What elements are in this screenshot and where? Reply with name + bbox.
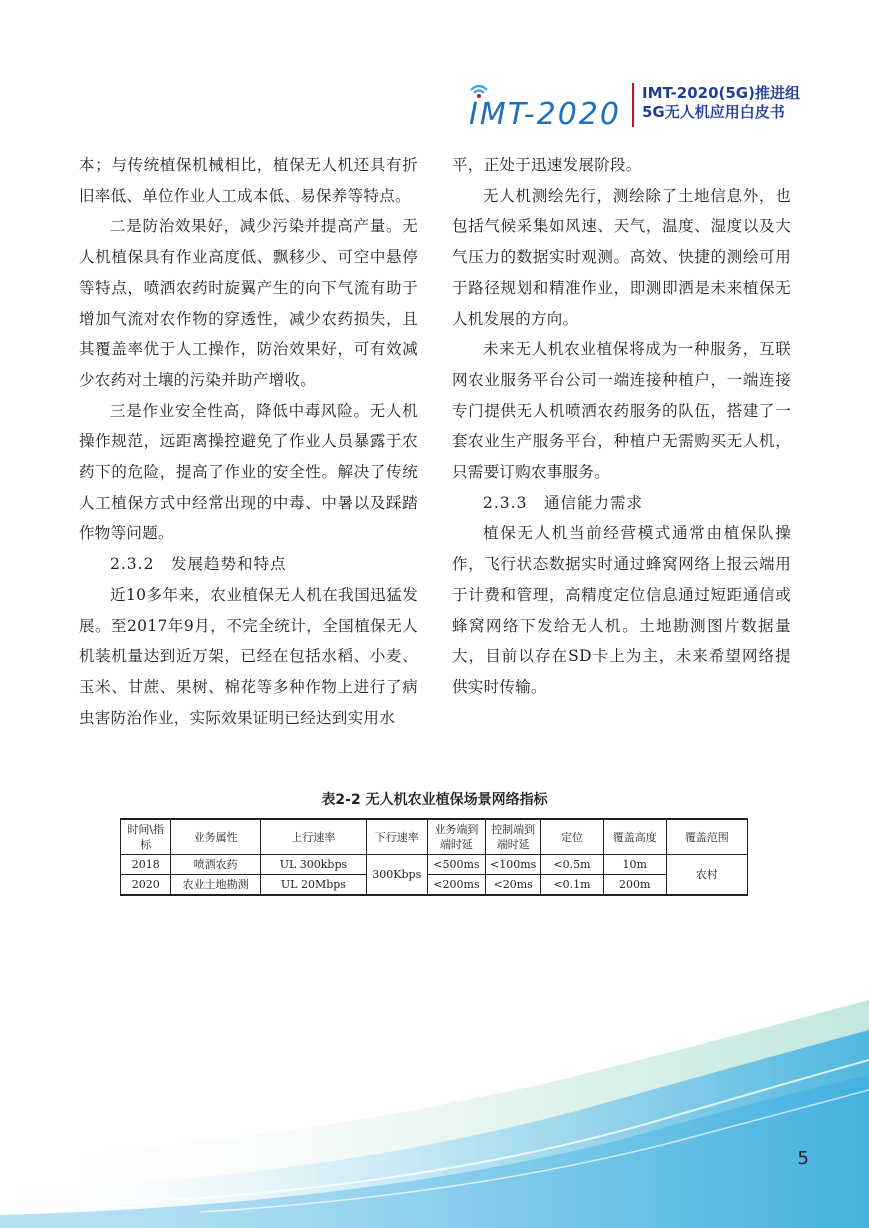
body-paragraph: 本；与传统植保机械相比，植保无人机还具有折旧率低、单位作业人工成本低、易保养等特点。 — [79, 156, 418, 205]
table-cell: 2018 — [121, 855, 171, 875]
network-spec-table — [120, 818, 748, 896]
left-column — [79, 150, 418, 733]
body-paragraph: 三是作业安全性高，降低中毒风险。无人机操作规范，远距离操控避免了作业人员暴露于农药下的危险，提高了作业的安全性。解决了传统人工植保方式中经常出现的中毒、中暑以及踩踏作物等问题。 — [79, 401, 418, 543]
right-column — [452, 150, 791, 703]
table-header-cell: 控制端到端时延 — [486, 819, 541, 855]
table-header-cell: 时间\指标 — [121, 819, 171, 855]
imt2020-logo — [465, 80, 625, 130]
table-cell: 农业土地勘测 — [171, 875, 261, 896]
table-cell: 10m — [603, 855, 666, 875]
table-cell: <20ms — [486, 875, 541, 896]
body-paragraph: 无人机测绘先行，测绘除了土地信息外，也包括气候采集如风速、天气，温度、湿度以及大气压力的数据实时观测。高效、快捷的测绘可用于路径规划和精准作业，即测即洒是未来植保无人机发展的方向。 — [452, 186, 791, 328]
section-heading: 2.3.3 通信能力需求 — [483, 493, 643, 512]
body-paragraph: 植保无人机当前经营模式通常由植保队操作，飞行状态数据实时通过蜂窝网络上报云端用于计费和管理，高精度定位信息通过短距通信或蜂窝网络下发给无人机。土地勘测图片数据量大，目前以存在SD卡上为主，未来希望网络提供实时传输。 — [452, 524, 791, 696]
header-text — [642, 84, 800, 122]
body-paragraph: 未来无人机农业植保将成为一种服务，互联网农业服务平台公司一端连接种植户，一端连接专门提供无人机喷洒农药服务的队伍，搭建了一套农业生产服务平台，种植户无需购买无人机，只需要订购农事服务。 — [452, 340, 791, 482]
table-header-cell: 业务属性 — [171, 819, 261, 855]
table-header-cell: 业务端到端时延 — [427, 819, 486, 855]
table-header-cell: 定位 — [541, 819, 604, 855]
decorative-wave-graphic — [0, 990, 869, 1228]
table-title: 表2-2 无人机农业植保场景网络指标 — [321, 792, 548, 808]
header-divider — [632, 83, 634, 127]
table-cell: <200ms — [427, 875, 486, 896]
page-number: 5 — [797, 1148, 809, 1169]
table-cell: <500ms — [427, 855, 486, 875]
logo-text: IMT-2020 — [469, 97, 621, 130]
table-cell: 200m — [603, 875, 666, 896]
table-header-cell: 覆盖高度 — [603, 819, 666, 855]
body-paragraph: 平，正处于迅速发展阶段。 — [452, 156, 642, 174]
table-cell-merged-range: 农村 — [666, 855, 747, 896]
section-heading: 2.3.2 发展趋势和特点 — [110, 555, 287, 574]
page-header — [465, 80, 805, 132]
header-doc-title: 5G无人机应用白皮书 — [642, 103, 785, 121]
table-cell: <0.5m — [541, 855, 604, 875]
table-cell: <100ms — [486, 855, 541, 875]
table-cell-merged-downlink: 300Kbps — [366, 855, 427, 896]
table-header-cell: 上行速率 — [260, 819, 366, 855]
table-header-cell: 下行速率 — [366, 819, 427, 855]
body-paragraph: 二是防治效果好，减少污染并提高产量。无人机植保具有作业高度低、飘移少、可空中悬停等特点，喷洒农药时旋翼产生的向下气流有助于增加气流对农作物的穿透性，减少农药损失，且其覆盖率优于人工操作，防治效果好，可有效减少农药对土壤的污染并助产增收。 — [79, 217, 418, 389]
table-cell: <0.1m — [541, 875, 604, 896]
table-row — [121, 875, 748, 896]
table-cell: 喷洒农药 — [171, 855, 261, 875]
header-org: IMT-2020(5G)推进组 — [642, 84, 800, 102]
table-cell: 2020 — [121, 875, 171, 896]
table-row — [121, 855, 748, 875]
table-header-cell: 覆盖范围 — [666, 819, 747, 855]
table-cell: UL 20Mbps — [260, 875, 366, 896]
table-cell: UL 300kbps — [260, 855, 366, 875]
body-paragraph: 近10多年来，农业植保无人机在我国迅猛发展。至2017年9月，不完全统计，全国植保无人机装机量达到近万架，已经在包括水稻、小麦、玉米、甘蔗、果树、棉花等多种作物上进行了病虫害防治作业，实际效果证明已经达到实用水 — [79, 585, 418, 727]
